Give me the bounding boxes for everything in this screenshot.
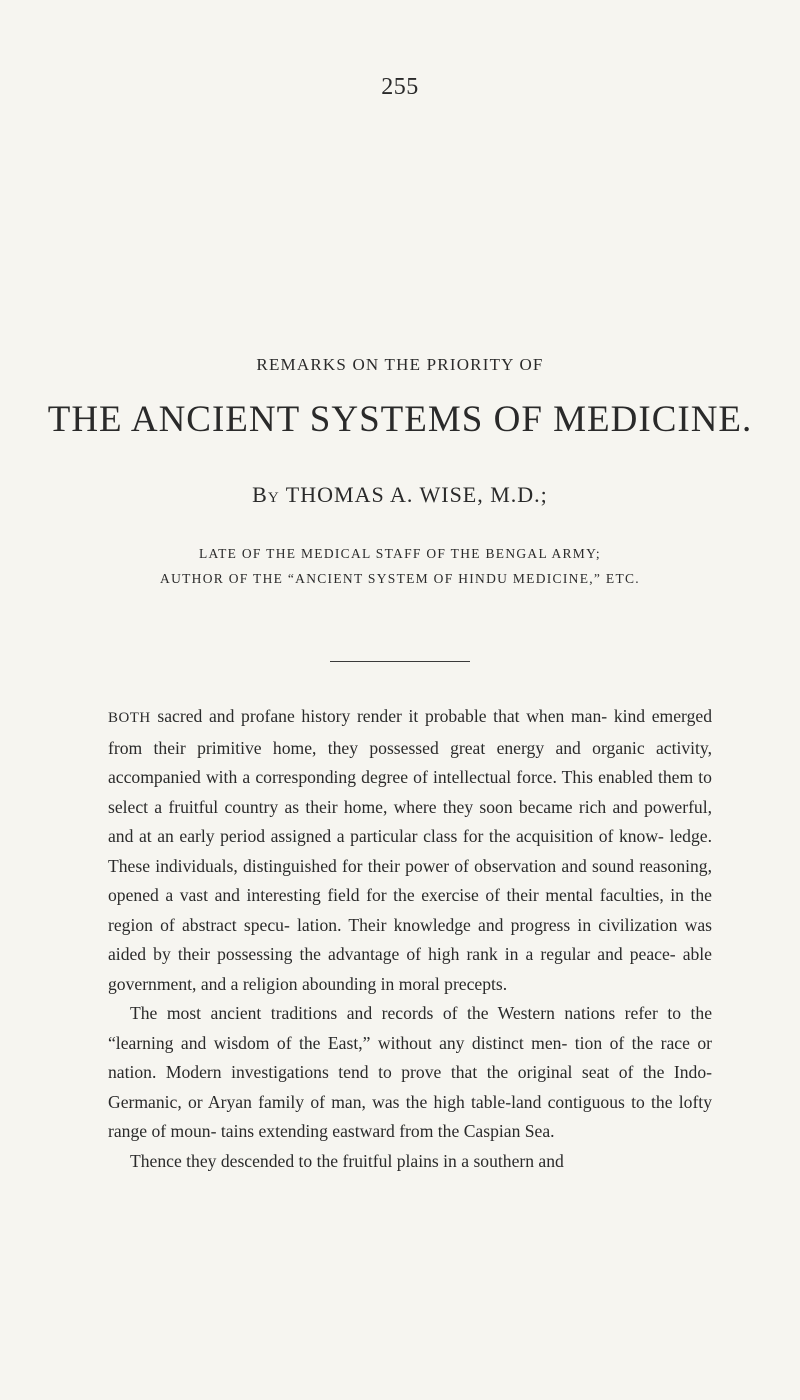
paragraph-2-line: The most ancient traditions and records of the Western nations refer [130,1003,658,1023]
paragraph-2-line: tion of the race or nation. Modern investigations tend to prove [108,1032,712,1082]
paragraph-1-line: their possessing the advantage of high rank in a regular and peace- [177,944,676,964]
paragraph-1-line: ledge. These individuals, distinguished for their power of observation [108,826,712,876]
section-divider [330,661,470,662]
paragraph-1-line: and sound reasoning, opened a vast and interesting field for the [108,855,712,905]
byline [0,482,800,508]
paragraph-1-line: intellectual force. This enabled them to select a fruitful country as [108,767,712,817]
article-body [108,702,712,1176]
paragraph-1-line: sacred and profane history render it probable that when man- [157,706,608,726]
paragraph-1-line: kind emerged from their primitive home, they possessed great energy [108,706,712,758]
paragraph-1-line: and organic activity, accompanied with a corresponding degree of [108,737,712,787]
author-credit-line-2: AUTHOR OF THE “ANCIENT SYSTEM OF HINDU MEDICINE,” ETC. [160,571,640,586]
page-number: 255 [381,74,419,100]
pre-title: REMARKS ON THE PRIORITY OF [256,355,544,374]
paragraph-1-line: their home, where they soon became rich and powerful, and at an [108,796,713,846]
paragraph-3 [108,1147,712,1177]
paragraph-1-line: exercise of their mental faculties, in the region of abstract specu- [108,885,712,935]
byline-prefix: By [252,482,280,507]
paragraph-2-line: that the original seat of the Indo-Germanic, or Aryan family of [108,1062,712,1112]
paragraph-2-line: to the “learning and wisdom of the East,” without any distinct men- [108,1003,713,1053]
paragraph-2-line: tains extending eastward from the Caspian Sea. [220,1121,555,1141]
paragraph-3-line: Thence they descended to the fruitful plains in a southern and [130,1150,564,1171]
paragraph-2 [108,999,712,1147]
author-credit-line-1: LATE OF THE MEDICAL STAFF OF THE BENGAL ARMY; [199,546,601,561]
paragraph-1-line: able government, and a religion abounding in moral precepts. [108,944,712,994]
paragraph-1-line: early period assigned a particular class for the acquisition of know- [179,826,664,846]
paragraph-2-line: man, was the high table-land contiguous to the lofty range of moun- [108,1091,712,1141]
paragraph-1 [108,702,712,999]
paragraph-1-line: lation. Their knowledge and progress in civilization was aided by [108,914,713,964]
author-name: THOMAS A. WISE, M.D.; [285,482,548,507]
paragraph-1-lead-word: BOTH [108,710,151,726]
article-title: THE ANCIENT SYSTEMS OF MEDICINE. [47,399,753,440]
